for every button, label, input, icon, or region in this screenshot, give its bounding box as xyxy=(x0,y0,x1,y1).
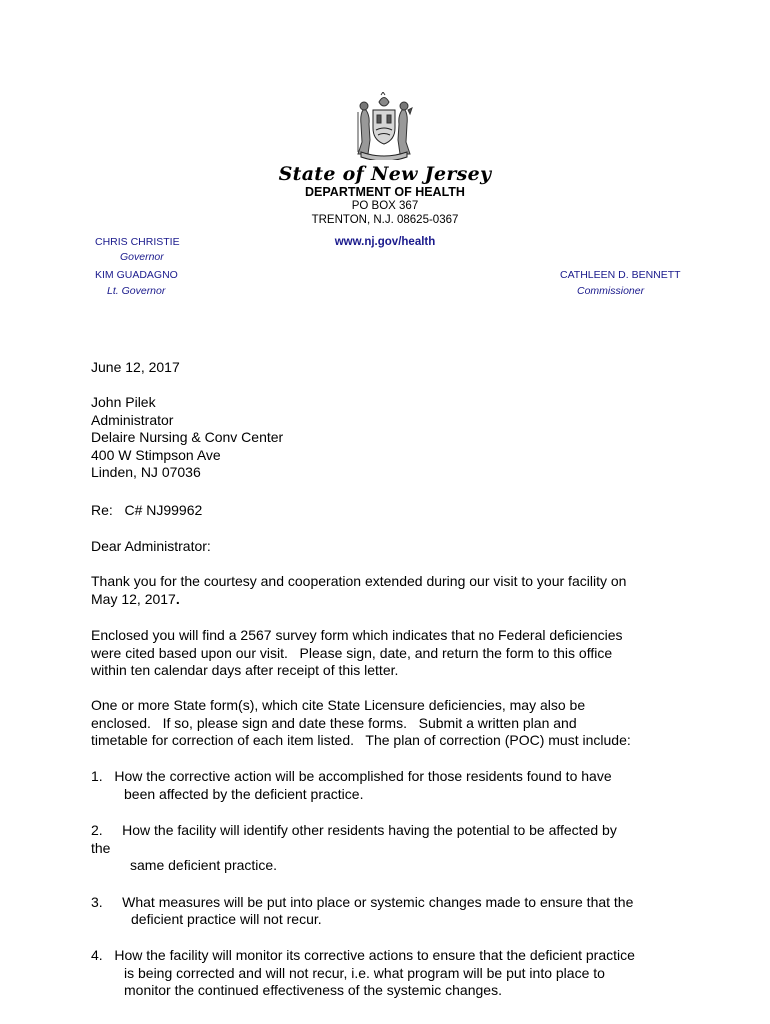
paragraph-line: One or more State form(s), which cite State Licensure deficiencies, may also be xyxy=(91,697,586,713)
poc-item-4-cont: monitor the continued effectiveness of the systemic changes. xyxy=(124,982,502,998)
poc-item-2-cont: same deficient practice. xyxy=(130,857,278,873)
paragraph-line: enclosed. If so, please sign and date these forms. Submit a written plan and xyxy=(91,714,577,731)
commissioner-name: CATHLEEN D. BENNETT xyxy=(560,269,681,281)
paragraph-thanks-line xyxy=(91,591,691,609)
poc-item-2-cont: the xyxy=(91,840,111,856)
recipient-block xyxy=(91,394,283,482)
paragraph-line: were cited based upon our visit. Please sign, date, and return the form to this office xyxy=(91,644,613,661)
commissioner-title: Commissioner xyxy=(577,285,645,297)
reference-line: Re: C# NJ99962 xyxy=(91,502,203,518)
paragraph-line: timetable for correction of each item listed. The plan of correction (POC) must include: xyxy=(91,732,631,748)
recipient-street: 400 W Stimpson Ave xyxy=(91,446,221,463)
poc-item-4-cont: is being corrected and will not recur, i.e. what program will be put into place to xyxy=(124,965,605,981)
governor-title: Governor xyxy=(120,251,164,263)
poc-item-1-cont: been affected by the deficient practice. xyxy=(124,786,364,802)
state-seal-icon xyxy=(355,92,413,160)
poc-item-4: 4. How the facility will monitor its corrective actions to ensure that the deficient practice xyxy=(91,947,635,963)
po-box: PO BOX 367 xyxy=(351,200,419,212)
governor-name: CHRIS CHRISTIE xyxy=(95,236,180,248)
poc-item-3-cont: deficient practice will not recur. xyxy=(131,911,322,927)
paragraph-line: within ten calendar days after receipt of this letter. xyxy=(91,662,399,678)
paragraph-state-forms xyxy=(91,697,691,750)
paragraph-line: Enclosed you will find a 2567 survey form which indicates that no Federal deficiencies xyxy=(91,627,623,643)
website-link[interactable]: www.nj.gov/health xyxy=(334,236,436,248)
paragraph-enclosed xyxy=(91,627,691,680)
visit-date: May 12, 2017 xyxy=(91,590,176,607)
recipient-name: John Pilek xyxy=(91,394,156,410)
lt-governor-title: Lt. Governor xyxy=(107,285,166,297)
poc-item-2: 2. How the facility will identify other residents having the potential to be affected by xyxy=(91,822,617,838)
salutation: Dear Administrator: xyxy=(91,538,211,554)
department-name: DEPARTMENT OF HEALTH xyxy=(305,185,465,199)
city-address: TRENTON, N.J. 08625-0367 xyxy=(311,214,459,226)
poc-item-3: 3. What measures will be put into place or systemic changes made to ensure that the xyxy=(91,894,634,910)
letter-date: June 12, 2017 xyxy=(91,359,180,375)
paragraph-thanks-line: Thank you for the courtesy and cooperation extended during our visit to your facility on xyxy=(91,573,627,589)
paragraph-thanks xyxy=(91,573,691,608)
recipient-facility: Delaire Nursing & Conv Center xyxy=(91,429,284,445)
poc-item-1: 1. How the corrective action will be accomplished for those residents found to have xyxy=(91,768,612,784)
state-title: State of New Jersey xyxy=(278,163,492,185)
lt-governor-name: KIM GUADAGNO xyxy=(95,269,178,281)
period: . xyxy=(175,590,180,607)
recipient-title: Administrator xyxy=(91,411,174,428)
recipient-city: Linden, NJ 07036 xyxy=(91,464,201,480)
